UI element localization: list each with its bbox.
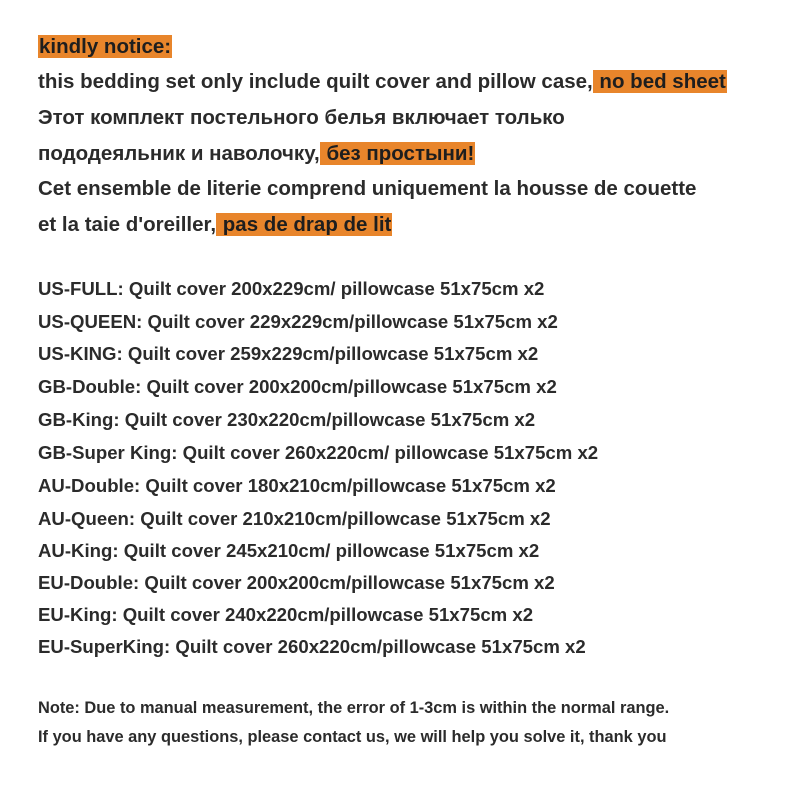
- size-au-queen: AU-Queen: Quilt cover 210x210cm/pillowcase 51x75cm x2: [38, 508, 551, 529]
- size-us-king: US-KING: Quilt cover 259x229cm/pillowcase 51x75cm x2: [38, 343, 539, 364]
- notice-title: kindly notice:: [39, 35, 172, 58]
- notice-english-line: [38, 69, 727, 95]
- size-eu-superking: EU-SuperKing: Quilt cover 260x220cm/pillowcase 51x75cm x2: [38, 636, 586, 657]
- size-eu-double: EU-Double: Quilt cover 200x200cm/pillowcase 51x75cm x2: [38, 572, 555, 593]
- notice-english-highlight: no bed sheet: [593, 70, 726, 93]
- notice-title-line: [38, 34, 172, 60]
- notice-french-text-2: et la taie d'oreiller,: [38, 213, 217, 236]
- notice-french-line-2: [38, 212, 392, 238]
- notice-russian-highlight: без простыни!: [320, 142, 475, 165]
- note-line-2: If you have any questions, please contact us, we will help you solve it, thank you: [38, 728, 667, 746]
- size-au-double: AU-Double: Quilt cover 180x210cm/pillowcase 51x75cm x2: [38, 475, 556, 496]
- size-us-queen: US-QUEEN: Quilt cover 229x229cm/pillowcase 51x75cm x2: [38, 311, 558, 332]
- notice-russian-line-2: [38, 141, 475, 167]
- notice-french-highlight: pas de drap de lit: [217, 213, 392, 236]
- notice-french-line-1: [38, 176, 696, 202]
- size-gb-king: GB-King: Quilt cover 230x220cm/pillowcase 51x75cm x2: [38, 409, 536, 430]
- size-au-king: AU-King: Quilt cover 245x210cm/ pillowcase 51x75cm x2: [38, 540, 540, 561]
- note-line-1: Note: Due to manual measurement, the error of 1-3cm is within the normal range.: [38, 699, 670, 717]
- size-eu-king: EU-King: Quilt cover 240x220cm/pillowcase 51x75cm x2: [38, 604, 534, 625]
- notice-russian-text-1: Этот комплект постельного белья включает только: [38, 106, 565, 129]
- notice-french-text-1: Cet ensemble de literie comprend uniquement la housse de couette: [38, 177, 697, 200]
- size-gb-double: GB-Double: Quilt cover 200x200cm/pillowcase 51x75cm x2: [38, 376, 557, 397]
- notice-russian-text-2: пододеяльник и наволочку,: [38, 142, 320, 165]
- size-gb-super-king: GB-Super King: Quilt cover 260x220cm/ pillowcase 51x75cm x2: [38, 442, 599, 463]
- size-us-full: US-FULL: Quilt cover 200x229cm/ pillowcase 51x75cm x2: [38, 278, 545, 299]
- notice-russian-line-1: [38, 105, 565, 131]
- notice-english-text: this bedding set only include quilt cover and pillow case,: [38, 70, 593, 93]
